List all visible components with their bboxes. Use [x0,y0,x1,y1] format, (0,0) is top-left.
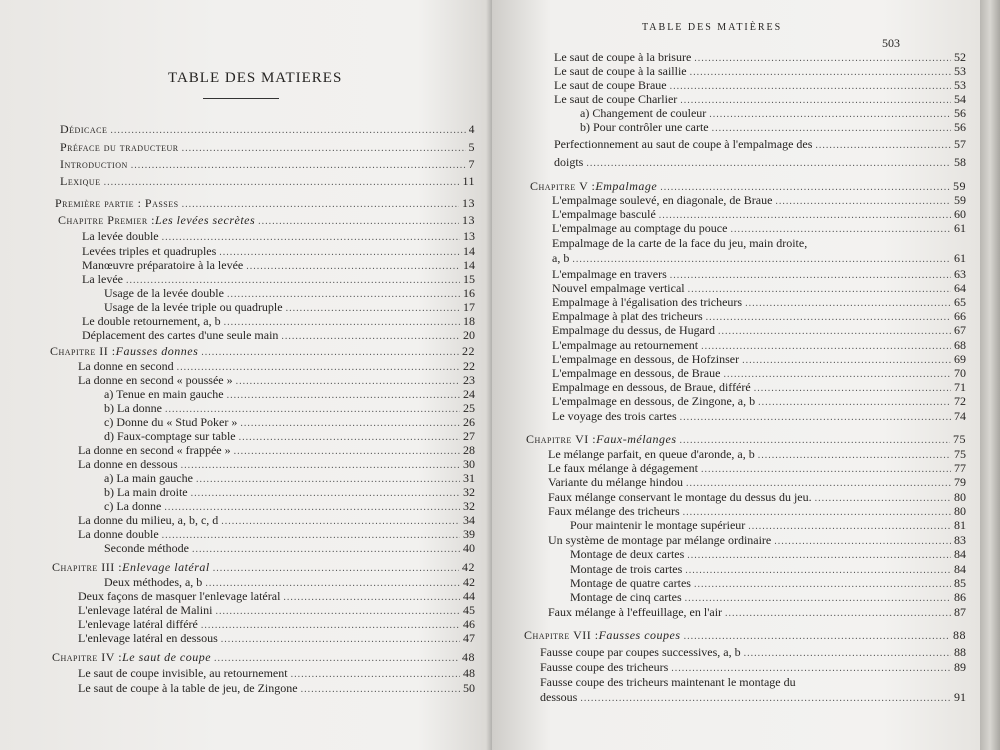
toc-entry-label: Chapitre III : [52,560,123,574]
toc-entry-page: 13 [463,229,475,243]
dot-leader [580,691,951,706]
toc-entry [540,690,966,705]
toc-entry-page: 57 [954,137,966,151]
toc-entry-label: Montage de quatre cartes [570,576,691,590]
right-toc-list [492,0,980,750]
toc-entry [82,229,475,244]
toc-entry [548,490,966,505]
toc-entry-page: 50 [463,681,475,695]
toc-entry-label: Pour maintenir le montage supérieur [570,518,746,532]
toc-entry-label: Montage de trois cartes [570,562,683,576]
toc-entry-page: 48 [462,650,475,664]
toc-chapter-entry [60,157,475,172]
toc-entry-label: L'empalmage au comptage du pouce [552,221,728,235]
toc-entry-page: 67 [954,323,966,337]
toc-entry-label: Première partie : Passes [55,196,179,210]
toc-entry-page: 14 [463,258,475,272]
toc-entry-label: Manœuvre préparatoire à la levée [82,258,244,272]
toc-entry [104,575,475,590]
dot-leader [725,606,951,621]
toc-entry [548,504,966,519]
toc-entry [82,244,475,259]
toc-entry-label: a) Changement de couleur [580,106,707,120]
toc-entry-label: Préface du traducteur [60,140,179,154]
toc-entry [78,527,475,542]
toc-entry-label: Le faux mélange à dégagement [548,461,698,475]
toc-entry-page: 63 [954,267,966,281]
toc-entry-label: Fausse coupe des tricheurs [540,660,669,674]
toc-entry-label: Lexique [60,174,101,188]
dot-leader [685,591,951,606]
toc-entry-page: 64 [954,281,966,295]
toc-entry-page: 30 [463,457,475,471]
toc-chapter-entry [60,174,475,189]
toc-entry-label: Empalmage à plat des tricheurs [552,309,703,323]
toc-entry-page: 86 [954,590,966,604]
toc-entry [548,475,966,490]
toc-entry-page: 79 [954,475,966,489]
toc-entry-label: Empalmage du dessus, de Hugard [552,323,715,337]
toc-entry [78,513,475,528]
toc-entry-label: c) La donne [104,499,162,513]
toc-entry [78,373,475,388]
toc-entry-label: Chapitre IV : [52,650,123,664]
toc-entry-label: La donne en dessous [78,457,178,471]
toc-entry [552,193,966,208]
toc-entry-page: 80 [954,504,966,518]
toc-entry-label: La donne en second « poussée » [78,373,233,387]
toc-entry [552,352,966,367]
toc-entry-label-italic: Faux-mélanges [596,432,677,446]
toc-entry-label: Le saut de coupe à la saillie [554,64,687,78]
toc-entry-page: 22 [462,344,475,358]
toc-entry-page: 71 [954,380,966,394]
toc-entry-label: Le voyage des trois cartes [552,409,677,423]
toc-entry-label: Deux façons de masquer l'enlevage latéral [78,589,281,603]
toc-entry-page: 53 [954,64,966,78]
toc-entry [104,429,475,444]
toc-entry-page: 84 [954,547,966,561]
toc-entry [552,281,966,296]
dot-leader [680,433,950,448]
toc-entry-page: 61 [954,221,966,235]
toc-entry-label: La levée double [82,229,159,243]
toc-chapter-entry [526,432,966,447]
dot-leader [687,548,951,563]
toc-entry-page: 61 [954,251,966,265]
toc-entry [104,286,475,301]
toc-entry-page: 7 [468,157,475,171]
toc-chapter-entry [530,179,966,194]
toc-entry-page: 69 [954,352,966,366]
dot-leader [680,410,951,425]
toc-chapter-entry [60,122,475,137]
toc-entry [78,589,475,604]
toc-entry-label: b) La main droite [104,485,188,499]
toc-entry-page: 65 [954,295,966,309]
toc-entry-label: Le saut de coupe à la brisure [554,50,692,64]
toc-entry [78,631,475,646]
toc-entry [554,78,966,93]
toc-entry [104,541,475,556]
dot-leader [281,329,460,344]
toc-entry-label: Le double retournement, a, b [82,314,221,328]
toc-entry-label: Deux méthodes, a, b [104,575,203,589]
toc-entry-page: 80 [954,490,966,504]
toc-entry-label: Perfectionnement au saut de coupe à l'empalmage des [554,137,813,151]
toc-entry-label: Un système de montage par mélange ordinaire [548,533,772,547]
toc-entry-page: 20 [463,328,475,342]
toc-entry-page: 59 [953,179,966,193]
toc-entry-label-italic: Fausses donnes [115,344,199,358]
dot-leader [213,561,459,576]
toc-entry-page: 4 [468,122,475,136]
toc-entry [82,272,475,287]
toc-entry-page: 24 [463,387,475,401]
dot-leader [258,214,459,229]
toc-entry [548,461,966,476]
toc-entry-label: Usage de la levée double [104,286,224,300]
toc-entry [552,251,966,266]
toc-title: TABLE DES MATIERES [168,70,343,86]
toc-entry-page: 18 [463,314,475,328]
toc-entry-label: Le saut de coupe Braue [554,78,667,92]
dot-leader [744,646,951,661]
toc-entry [104,401,475,416]
toc-entry-label: Introduction [60,157,128,171]
toc-entry-page: 31 [463,471,475,485]
toc-entry-label: Le saut de coupe à la table de jeu, de Zingone [78,681,298,695]
toc-entry-page: 42 [462,560,475,574]
toc-entry-page: 13 [462,196,475,210]
toc-entry-label: Empalmage en dessous, de Braue, différé [552,380,751,394]
toc-entry-page: 27 [463,429,475,443]
toc-entry [552,236,966,251]
toc-entry-page: 16 [463,286,475,300]
toc-entry-page: 81 [954,518,966,532]
toc-entry [554,50,966,65]
toc-entry-page: 53 [954,78,966,92]
toc-entry-label: L'empalmage en dessous, de Hofzinser [552,352,740,366]
toc-entry [548,447,966,462]
toc-entry-label: a) La main gauche [104,471,193,485]
toc-entry-label-italic: Enlevage latéral [122,560,210,574]
background-edge [980,0,1000,750]
toc-entry [78,359,475,374]
toc-entry [552,207,966,222]
toc-entry-label: Seconde méthode [104,541,189,555]
toc-entry [78,617,475,632]
toc-entry-page: 52 [954,50,966,64]
toc-entry-page: 89 [954,660,966,674]
toc-entry [580,106,966,121]
toc-entry [104,485,475,500]
toc-entry-label: L'empalmage soulevé, en diagonale, de Braue [552,193,773,207]
toc-entry-label: Déplacement des cartes d'une seule main [82,328,279,342]
toc-entry-label: Chapitre II : [50,344,116,358]
toc-entry [570,590,966,605]
toc-entry [552,295,966,310]
toc-entry [78,681,475,696]
toc-entry-page: 88 [954,645,966,659]
toc-entry-page: 68 [954,338,966,352]
toc-entry [82,258,475,273]
toc-entry-label: Empalmage à l'égalisation des tricheurs [552,295,743,309]
dot-leader [291,667,460,682]
right-page [492,0,980,750]
toc-entry-label: La donne double [78,527,159,541]
dot-leader [201,345,459,360]
dot-leader [712,121,951,136]
toc-entry-label: Faux mélange des tricheurs [548,504,680,518]
toc-entry-page: 48 [463,666,475,680]
toc-entry [552,394,966,409]
toc-entry-label: L'enlevage latéral en dessous [78,631,218,645]
toc-entry [540,645,966,660]
toc-entry-page: 77 [954,461,966,475]
toc-entry-page: 58 [954,155,966,169]
toc-entry [104,415,475,430]
toc-chapter-entry [58,213,475,228]
toc-entry-label: L'empalmage en dessous, de Braue [552,366,721,380]
toc-entry-page: 84 [954,562,966,576]
toc-entry [554,92,966,107]
toc-entry-page: 40 [463,541,475,555]
toc-entry-label: La levée [82,272,123,286]
toc-entry-label: Le mélange parfait, en queue d'aronde, a, b [548,447,755,461]
toc-entry-label: Faux mélange conservant le montage du dessus du jeu. [548,490,812,504]
toc-entry-label: Chapitre VII : [524,628,599,642]
toc-chapter-entry [52,650,475,665]
toc-entry-page: 23 [463,373,475,387]
toc-entry-label: Fausse coupe des tricheurs maintenant le montage du [540,675,796,689]
toc-entry [540,675,966,690]
toc-entry-label: L'enlevage latéral différé [78,617,198,631]
toc-entry-label: Chapitre Premier : [58,213,156,227]
toc-entry-label: b) La donne [104,401,162,415]
toc-entry-page: 47 [463,631,475,645]
toc-entry [552,309,966,324]
toc-entry-label: Fausse coupe par coupes successives, a, b [540,645,741,659]
toc-entry-page: 74 [954,409,966,423]
toc-entry-page: 70 [954,366,966,380]
dot-leader [671,661,951,676]
toc-entry-page: 13 [462,213,475,227]
running-head: TABLE DES MATIÈRES [642,22,783,33]
toc-entry-label-italic: Les levées secrètes [155,213,256,227]
dot-leader [748,519,951,534]
dot-leader [815,138,951,153]
toc-entry [554,155,966,170]
toc-entry-page: 45 [463,603,475,617]
toc-entry-label: Dédicace [60,122,108,136]
toc-entry-page: 39 [463,527,475,541]
toc-entry [552,366,966,381]
toc-entry-page: 14 [463,244,475,258]
toc-entry-page: 15 [463,272,475,286]
toc-entry-page: 22 [463,359,475,373]
toc-entry [82,328,475,343]
toc-entry-page: 59 [954,193,966,207]
toc-entry [78,457,475,472]
page-number: 503 [882,36,900,50]
toc-entry-page: 83 [954,533,966,547]
dot-leader [162,230,460,245]
toc-entry-label: L'empalmage en travers [552,267,667,281]
toc-entry [554,137,966,152]
toc-entry-label: Levées triples et quadruples [82,244,217,258]
toc-chapter-entry [52,560,475,575]
toc-entry-page: 17 [463,300,475,314]
dot-leader [718,324,951,339]
toc-entry-label: c) Donne du « Stud Poker » [104,415,238,429]
toc-chapter-entry [50,344,475,359]
toc-entry-label: Empalmage de la carte de la face du jeu, main droite, [552,236,808,250]
dot-leader [192,542,460,557]
dot-leader [572,252,951,267]
toc-entry-page: 56 [954,106,966,120]
toc-entry [548,605,966,620]
toc-entry [104,300,475,315]
toc-entry [554,64,966,79]
toc-entry-page: 5 [468,140,475,154]
toc-entry-label: Faux mélange à l'effeuillage, en l'air [548,605,723,619]
dot-leader [684,629,950,644]
toc-entry [552,323,966,338]
toc-entry [552,409,966,424]
dot-leader [730,222,951,237]
toc-entry [570,518,966,533]
toc-entry [78,603,475,618]
toc-entry-page: 46 [463,617,475,631]
toc-entry-page: 34 [463,513,475,527]
dot-leader [182,197,459,212]
toc-entry-label: Chapitre V : [530,179,596,193]
toc-entry-label: Chapitre VI : [526,432,597,446]
toc-entry-label: Nouvel empalmage vertical [552,281,685,295]
toc-entry-label: dessous [540,690,578,704]
toc-entry-label: d) Faux-comptage sur table [104,429,236,443]
toc-chapter-entry [524,628,966,643]
toc-entry [552,380,966,395]
toc-entry [78,666,475,681]
toc-entry-label-italic: Empalmage [595,179,658,193]
toc-entry-label: L'empalmage au retournement [552,338,699,352]
toc-entry-label: L'empalmage basculé [552,207,656,221]
toc-entry-label: Usage de la levée triple ou quadruple [104,300,283,314]
toc-entry [548,533,966,548]
dot-leader [301,682,460,697]
toc-entry [104,387,475,402]
toc-entry-page: 88 [953,628,966,642]
dot-leader [182,141,466,156]
toc-entry [104,499,475,514]
toc-entry-page: 25 [463,401,475,415]
toc-entry-page: 54 [954,92,966,106]
toc-entry [552,221,966,236]
toc-entry [552,267,966,282]
toc-entry-page: 60 [954,207,966,221]
toc-entry-label: b) Pour contrôler une carte [580,120,709,134]
toc-entry-page: 72 [954,394,966,408]
toc-entry [540,660,966,675]
toc-entry-label: L'empalmage en dessous, de Zingone, a, b [552,394,756,408]
toc-entry [104,471,475,486]
toc-entry-page: 56 [954,120,966,134]
toc-entry-label: a, b [552,251,570,265]
toc-entry [570,562,966,577]
toc-entry-page: 28 [463,443,475,457]
dot-leader [104,175,460,190]
toc-entry-label: a) Tenue en main gauche [104,387,224,401]
toc-entry-page: 66 [954,309,966,323]
toc-entry-label-italic: Le saut de coupe [122,650,212,664]
toc-entry-page: 42 [463,575,475,589]
toc-entry-label: La donne en second [78,359,174,373]
toc-entry-label: La donne en second « frappée » [78,443,231,457]
toc-chapter-entry [55,196,475,211]
dot-leader [221,632,460,647]
toc-entry-label: L'enlevage latéral de Malini [78,603,213,617]
toc-entry-label: Montage de cinq cartes [570,590,682,604]
dot-leader [758,395,951,410]
dot-leader [686,476,951,491]
dot-leader [214,651,459,666]
toc-entry [552,338,966,353]
dot-leader [110,123,465,138]
toc-entry-page: 85 [954,576,966,590]
left-toc-list [0,0,492,750]
toc-entry-page: 32 [463,485,475,499]
toc-entry-page: 75 [953,432,966,446]
toc-chapter-entry [60,140,475,155]
toc-entry-page: 75 [954,447,966,461]
toc-entry [580,120,966,135]
toc-entry-page: 32 [463,499,475,513]
toc-entry-page: 91 [954,690,966,704]
left-page [0,0,492,750]
dot-leader [586,156,951,171]
toc-entry-label: Montage de deux cartes [570,547,685,561]
toc-entry-label: Le saut de coupe invisible, au retournement [78,666,288,680]
dot-leader [131,158,466,173]
toc-entry [570,547,966,562]
toc-entry-label: doigts [554,155,584,169]
toc-entry-page: 87 [954,605,966,619]
toc-entry-page: 11 [462,174,475,188]
toc-entry-label: La donne du milieu, a, b, c, d [78,513,219,527]
toc-entry [82,314,475,329]
toc-entry-label-italic: Fausses coupes [598,628,681,642]
toc-entry [78,443,475,458]
toc-entry-label: Le saut de coupe Charlier [554,92,678,106]
toc-entry-page: 44 [463,589,475,603]
toc-entry [570,576,966,591]
toc-entry-page: 26 [463,415,475,429]
toc-entry-label: Variante du mélange hindou [548,475,683,489]
